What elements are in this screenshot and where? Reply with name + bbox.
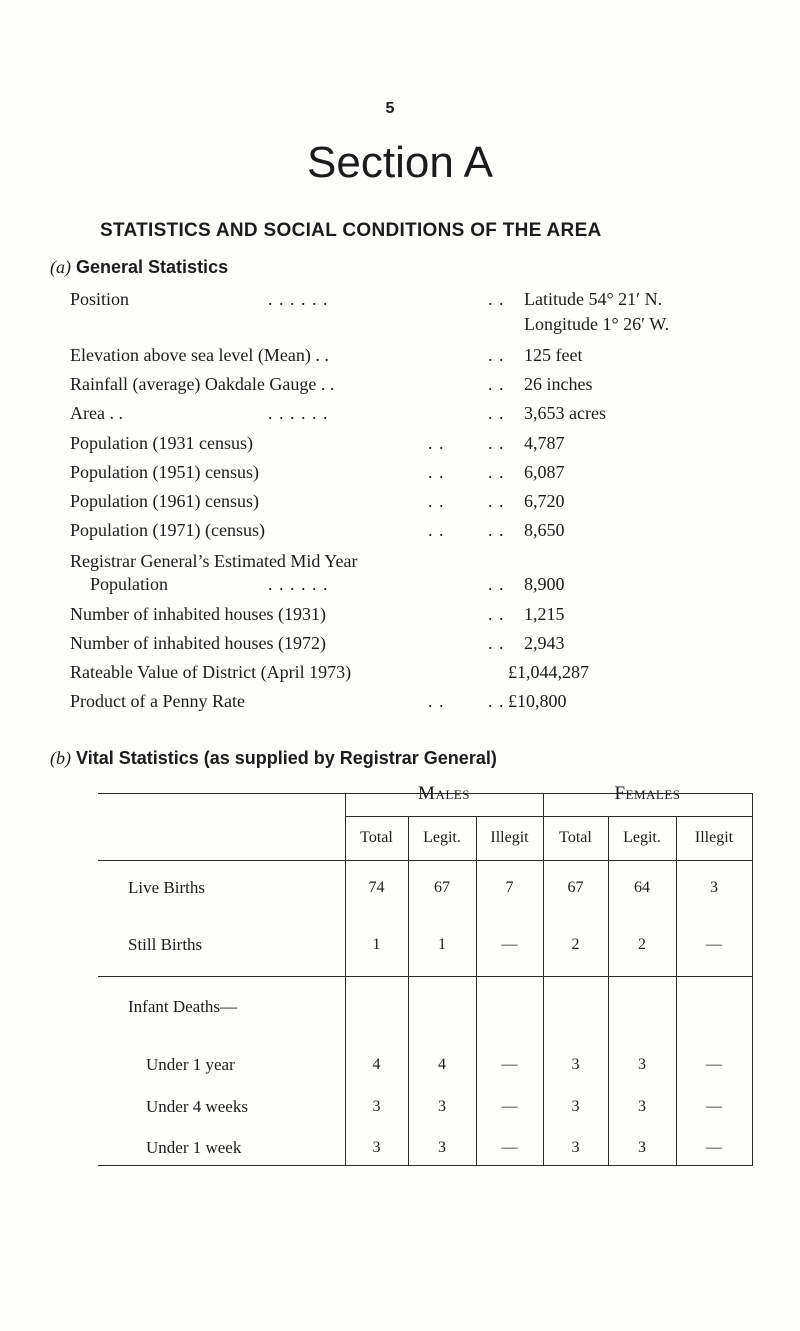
subheader-total: Total bbox=[360, 829, 393, 846]
part-a-label: (a) bbox=[50, 257, 71, 277]
stat-leader-dots: . . bbox=[488, 433, 505, 453]
row-label-under-4-weeks: Under 4 weeks bbox=[146, 1097, 248, 1116]
table-cell: — bbox=[501, 936, 518, 953]
table-cell: — bbox=[501, 1056, 518, 1073]
stat-value: 125 feet bbox=[524, 345, 583, 365]
section-title: Section A bbox=[307, 138, 493, 187]
table-cell: 3 bbox=[571, 1098, 580, 1115]
table-cell: 3 bbox=[571, 1056, 580, 1073]
part-b-title: Vital Statistics (as supplied by Registrar General) bbox=[76, 748, 497, 768]
stat-value: 26 inches bbox=[524, 374, 593, 394]
page-number: 5 bbox=[385, 100, 395, 117]
stat-value: 4,787 bbox=[524, 433, 565, 453]
stat-label: Population (1931 census) bbox=[70, 433, 253, 453]
table-cell: 3 bbox=[638, 1056, 646, 1073]
table-cell: 4 bbox=[372, 1056, 381, 1073]
row-label-under-1-year: Under 1 year bbox=[146, 1055, 235, 1074]
part-b-heading bbox=[50, 748, 497, 769]
table-rule bbox=[752, 793, 753, 1165]
stat-value: 6,087 bbox=[524, 462, 565, 482]
row-label-infant-deaths: Infant Deaths— bbox=[128, 997, 238, 1016]
stat-leader-dots: . . bbox=[488, 374, 505, 394]
table-cell: 3 bbox=[638, 1139, 646, 1156]
table-cell: — bbox=[706, 1098, 722, 1115]
table-rule bbox=[98, 860, 753, 861]
table-cell: 67 bbox=[434, 879, 450, 896]
stat-label: Population bbox=[90, 574, 169, 594]
stat-label: Population (1971) (census) bbox=[70, 520, 265, 540]
table-cell: 1 bbox=[438, 936, 446, 953]
table-cell: 74 bbox=[368, 879, 385, 896]
stat-leader-dots: . . bbox=[488, 604, 505, 624]
stat-leader-dots: . . bbox=[488, 520, 505, 540]
stat-leader-dots: . . bbox=[428, 462, 445, 482]
row-label-still-births: Still Births bbox=[128, 935, 203, 954]
table-cell: 2 bbox=[571, 936, 580, 953]
stat-label: Registrar General’s Estimated Mid Year bbox=[70, 551, 358, 571]
stat-value: 8,900 bbox=[524, 574, 565, 594]
stat-leader-dots: . . bbox=[428, 691, 445, 711]
subheader-legit: Legit. bbox=[423, 829, 461, 846]
table-cell: 3 bbox=[571, 1139, 580, 1156]
stat-label: Product of a Penny Rate bbox=[70, 691, 245, 711]
stat-label: Area . . bbox=[70, 403, 123, 423]
subheader-illegit: Illegit bbox=[490, 829, 529, 846]
table-cell: 4 bbox=[438, 1056, 446, 1073]
stat-leader-dots: . . bbox=[488, 633, 505, 653]
part-a-heading bbox=[50, 257, 228, 278]
stat-value: £10,800 bbox=[508, 691, 567, 711]
header-females: Females bbox=[614, 783, 681, 804]
table-cell: 67 bbox=[567, 879, 584, 896]
stat-leader-dots: . . bbox=[428, 491, 445, 511]
table-cell: 3 bbox=[438, 1139, 446, 1156]
row-label-live-births: Live Births bbox=[128, 878, 205, 897]
stat-leader-dots: . . bbox=[488, 289, 505, 309]
table-cell: 2 bbox=[638, 936, 646, 953]
stat-value: Latitude 54° 21′ N. bbox=[524, 289, 663, 309]
stat-label: Elevation above sea level (Mean) . . bbox=[70, 345, 329, 365]
stat-label: Population (1961) census) bbox=[70, 491, 259, 511]
table-cell: — bbox=[706, 1056, 722, 1073]
row-label-under-1-week: Under 1 week bbox=[146, 1138, 242, 1157]
stat-value: £1,044,287 bbox=[508, 662, 589, 682]
table-cell: 3 bbox=[372, 1098, 381, 1115]
stat-leader-dots: . . bbox=[488, 574, 505, 594]
table-cell: 3 bbox=[372, 1139, 381, 1156]
table-cell: 3 bbox=[710, 879, 718, 896]
stat-value: 3,653 acres bbox=[524, 403, 606, 423]
stat-leader-dots: . . bbox=[488, 691, 505, 711]
table-cell: 7 bbox=[505, 879, 514, 896]
table-cell: — bbox=[706, 1139, 722, 1156]
subheader-total: Total bbox=[559, 829, 592, 846]
main-heading: STATISTICS AND SOCIAL CONDITIONS OF THE AREA bbox=[100, 220, 602, 241]
table-cell: — bbox=[501, 1139, 518, 1156]
stat-label: Position bbox=[70, 289, 130, 309]
table-cell: 3 bbox=[638, 1098, 646, 1115]
stat-leader-dots: . . . . . . bbox=[268, 403, 329, 423]
stat-label: Rainfall (average) Oakdale Gauge . . bbox=[70, 374, 335, 394]
table-rule bbox=[345, 816, 753, 817]
table-cell: 1 bbox=[372, 936, 381, 953]
subheader-legit: Legit. bbox=[623, 829, 661, 846]
stat-leader-dots: . . bbox=[488, 345, 505, 365]
subheader-illegit: Illegit bbox=[694, 829, 734, 846]
stat-value: 2,943 bbox=[524, 633, 565, 653]
table-cell: 64 bbox=[634, 879, 650, 896]
stat-label: Number of inhabited houses (1972) bbox=[70, 633, 326, 653]
stat-value: Longitude 1° 26′ W. bbox=[524, 314, 670, 334]
header-males: Males bbox=[418, 783, 470, 804]
stat-leader-dots: . . bbox=[488, 491, 505, 511]
table-cell: — bbox=[706, 936, 722, 953]
stat-value: 1,215 bbox=[524, 604, 565, 624]
part-b-label: (b) bbox=[50, 748, 71, 768]
table-cell: — bbox=[501, 1098, 518, 1115]
stat-leader-dots: . . bbox=[488, 462, 505, 482]
stat-leader-dots: . . bbox=[488, 403, 505, 423]
stat-label: Rateable Value of District (April 1973) bbox=[70, 662, 352, 682]
table-cell: 3 bbox=[438, 1098, 446, 1115]
stat-leader-dots: . . . . . . bbox=[268, 289, 329, 309]
stat-value: 6,720 bbox=[524, 491, 565, 511]
stat-label: Number of inhabited houses (1931) bbox=[70, 604, 326, 624]
stat-leader-dots: . . bbox=[428, 520, 445, 540]
stat-label: Population (1951) census) bbox=[70, 462, 259, 482]
table-rule bbox=[98, 1165, 753, 1166]
table-rule bbox=[98, 976, 753, 977]
stat-leader-dots: . . bbox=[428, 433, 445, 453]
part-a-title: General Statistics bbox=[76, 257, 229, 277]
stat-leader-dots: . . . . . . bbox=[268, 574, 329, 594]
stat-value: 8,650 bbox=[524, 520, 565, 540]
